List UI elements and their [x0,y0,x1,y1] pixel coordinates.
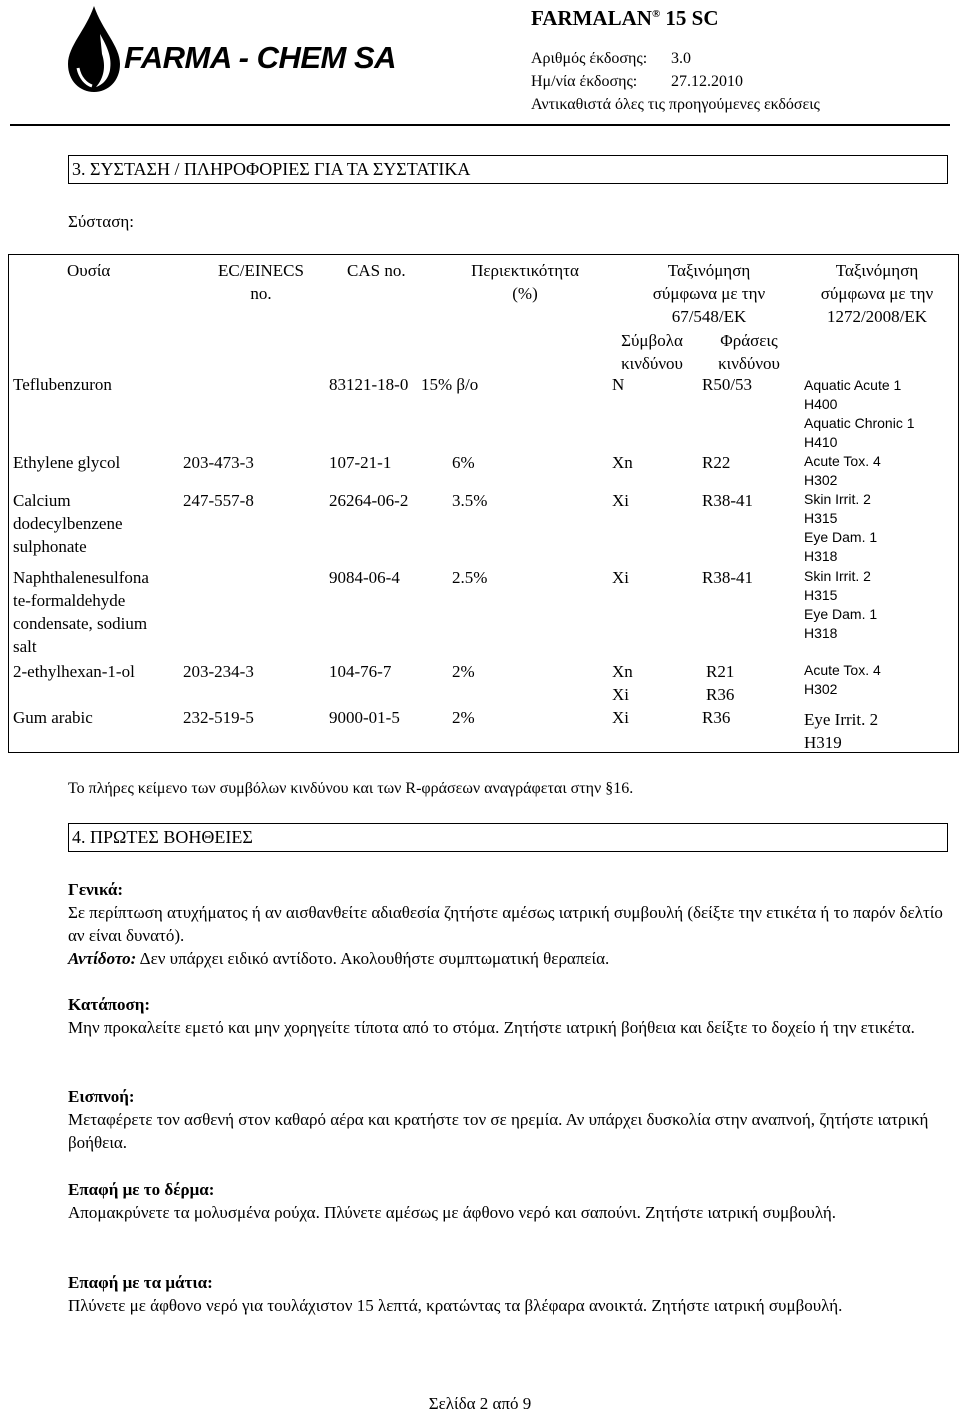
row5-phrase-2: R36 [706,685,735,704]
row1-clp [804,376,915,452]
row4-substance-1: Naphthalenesulfona [13,568,149,587]
col-class-1272-line2: σύμφωνα με την [820,284,934,303]
col-symbols-line1: Σύμβολα [621,331,683,350]
row1-substance: Teflubenzuron [13,375,112,394]
row5-conc: 2% [452,662,475,681]
drop-logo-icon [64,4,124,96]
row2-phrase: R22 [702,453,731,472]
col-class-67-line2: σύμφωνα με την [652,284,766,303]
row6-substance: Gum arabic [13,708,93,727]
row3-conc: 3.5% [452,491,488,510]
row4-clp-2: H315 [804,587,838,603]
ingestion-block [68,993,948,1039]
row4-substance-4: salt [13,637,37,656]
row2-clp-2: H302 [804,472,838,488]
section-4-title: 4. ΠΡΩΤΕΣ ΒΟΗΘΕΙΕΣ [72,827,253,847]
row4-conc: 2.5% [452,568,488,587]
row3-clp-2: H315 [804,510,838,526]
row2-clp [804,452,881,490]
general-block [68,878,948,970]
replaces-note: Αντικαθιστά όλες τις προηγούμενες εκδόσεις [531,96,820,113]
registered-mark: ® [651,8,661,20]
row1-phrase: R50/53 [702,375,753,394]
col-ec [193,259,329,305]
col-class-1272-line3: 1272/2008/ΕΚ [826,307,928,326]
composition-label: Σύσταση: [68,212,134,231]
col-hazard-symbols [612,329,692,375]
col-concentration-line1: Περιεκτικότητα [471,261,579,280]
row4-clp-4: H318 [804,625,838,641]
ingestion-text: Μην προκαλείτε εμετό και μην χορηγείτε τίποτα από το στόμα. Ζητήστε ιατρική βοήθεια και δείξτε το δοχείο ή την ετικέτα. [68,1018,915,1037]
row2-cas: 107-21-1 [329,453,392,472]
company-name: FARMA - CHEM SA [124,40,397,75]
row6-phrase: R36 [702,708,731,727]
ingestion-label: Κατάποση: [68,995,151,1014]
row3-clp-1: Skin Irrit. 2 [804,491,871,507]
row1-conc: 15% β/ο [421,375,479,394]
col-class-67-line3: 67/548/ΕΚ [671,307,747,326]
col-risk-phrases [699,329,799,375]
col-substance: Ουσία [67,261,111,280]
product-title [531,6,719,31]
row5-symbols [612,660,633,706]
col-symbols-line2: κινδύνου [621,354,683,373]
issue-number-line [531,50,691,68]
row3-symbol: Xi [612,491,629,510]
row1-clp-1: Aquatic Acute 1 [804,377,902,393]
skin-contact-block [68,1178,948,1224]
row2-ec: 203-473-3 [183,453,254,472]
row6-clp-2: H319 [804,733,842,752]
row4-substance-3: condensate, sodium [13,614,148,633]
row5-substance: 2-ethylhexan-1-ol [13,662,135,681]
row3-cas: 26264-06-2 [329,491,409,510]
col-concentration-line2: (%) [512,284,538,303]
row5-phrase-1: R21 [706,662,735,681]
general-text: Σε περίπτωση ατυχήματος ή αν αισθανθείτε αδιαθεσία ζητήστε αμέσως ιατρική συμβουλή (δείξτε την ετικέτα ή το παρόν δελτίο αν είναι δυνατό). [68,903,943,945]
row5-clp-2: H302 [804,681,838,697]
section-3-heading [68,155,948,184]
row6-clp [804,708,878,754]
col-concentration [439,259,611,305]
row2-conc: 6% [452,453,475,472]
section-4-heading [68,823,948,852]
col-ec-line2: no. [250,284,272,303]
issue-date-label: Ημ/νία έκδοσης: [531,73,638,90]
antidote-text: Δεν υπάρχει ειδικό αντίδοτο. Ακολουθήστε συμπτωματική θεραπεία. [139,949,610,968]
skin-contact-label: Επαφή με το δέρμα: [68,1180,215,1199]
row5-clp-1: Acute Tox. 4 [804,662,881,678]
row3-clp-4: H318 [804,548,838,564]
row1-clp-3: Aquatic Chronic 1 [804,415,915,431]
section-3-title: 3. ΣΥΣΤΑΣΗ / ΠΛΗΡΟΦΟΡΙΕΣ ΓΙΑ ΤΑ ΣΥΣΤΑΤΙΚΑ [72,159,471,179]
row6-cas: 9000-01-5 [329,708,400,727]
issue-number: 3.0 [671,50,691,67]
col-class-67-line1: Ταξινόμηση [667,261,751,280]
row1-clp-4: H410 [804,434,838,450]
row4-clp [804,567,877,643]
row5-symbol-1: Xn [612,662,633,681]
composition-footnote: Το πλήρες κείμενο των συμβόλων κινδύνου και των R-φράσεων αναγράφεται στην §16. [68,780,634,797]
row6-ec: 232-519-5 [183,708,254,727]
row3-substance-1: Calcium [13,491,71,510]
row1-symbol: N [612,375,625,394]
product-suffix: 15 SC [665,6,719,30]
row3-substance [13,489,123,558]
row6-conc: 2% [452,708,475,727]
col-class-67-548 [609,259,809,328]
row6-symbol: Xi [612,708,629,727]
row3-phrase: R38-41 [702,491,753,510]
inhalation-label: Εισπνοή: [68,1087,135,1106]
row3-clp [804,490,877,566]
inhalation-text: Μεταφέρετε τον ασθενή στον καθαρό αέρα και κρατήστε τον σε ηρεμία. Αν υπάρχει δυσκολία στην αναπνοή, ζητήστε ιατρική βοήθεια. [68,1110,929,1152]
header-divider [10,124,950,126]
row3-ec: 247-557-8 [183,491,254,510]
col-ec-line1: EC/EINECS [218,261,304,280]
row4-substance-2: te-formaldehyde [13,591,126,610]
row4-clp-1: Skin Irrit. 2 [804,568,871,584]
row4-clp-3: Eye Dam. 1 [804,606,878,622]
row3-clp-3: Eye Dam. 1 [804,529,878,545]
eye-contact-label: Επαφή με τα μάτια: [68,1273,213,1292]
issue-date-line [531,73,743,91]
page-number: Σελίδα 2 από 9 [428,1394,532,1413]
eye-contact-block [68,1271,948,1317]
row1-cas: 83121-18-0 [329,375,409,394]
company-logo [64,4,124,96]
issue-date: 27.12.2010 [671,73,743,90]
row3-substance-2: dodecylbenzene [13,514,123,533]
row5-ec: 203-234-3 [183,662,254,681]
eye-contact-text: Πλύνετε με άφθονο νερό για τουλάχιστον 15 λεπτά, κρατώντας τα βλέφαρα ανοικτά. Ζητήστε ιατρική συμβουλή. [68,1296,843,1315]
general-label: Γενικά: [68,880,124,899]
row1-clp-2: H400 [804,396,838,412]
row5-phrases [706,660,734,706]
row4-substance [13,566,149,658]
composition-table [8,254,959,753]
row6-clp-1: Eye Irrit. 2 [804,710,879,729]
col-cas: CAS no. [347,261,406,280]
row4-symbol: Xi [612,568,629,587]
row5-clp [804,661,881,699]
antidote-label: Αντίδοτο: [68,949,137,968]
row2-symbol: Xn [612,453,633,472]
row2-substance: Ethylene glycol [13,453,121,472]
row2-clp-1: Acute Tox. 4 [804,453,881,469]
col-phrases-line2: κινδύνου [718,354,780,373]
row3-substance-3: sulphonate [13,537,87,556]
col-class-1272 [799,259,955,328]
issue-number-label: Αριθμός έκδοσης: [531,50,648,67]
row5-symbol-2: Xi [612,685,629,704]
row5-cas: 104-76-7 [329,662,392,681]
row4-phrase: R38-41 [702,568,753,587]
product-name: FARMALAN [531,6,652,30]
skin-contact-text: Απομακρύνετε τα μολυσμένα ρούχα. Πλύνετε αμέσως με άφθονο νερό και σαπούνι. Ζητήστε ιατρική συμβουλή. [68,1203,837,1222]
row4-cas: 9084-06-4 [329,568,400,587]
inhalation-block [68,1085,948,1154]
col-class-1272-line1: Ταξινόμηση [835,261,919,280]
col-phrases-line1: Φράσεις [720,331,778,350]
